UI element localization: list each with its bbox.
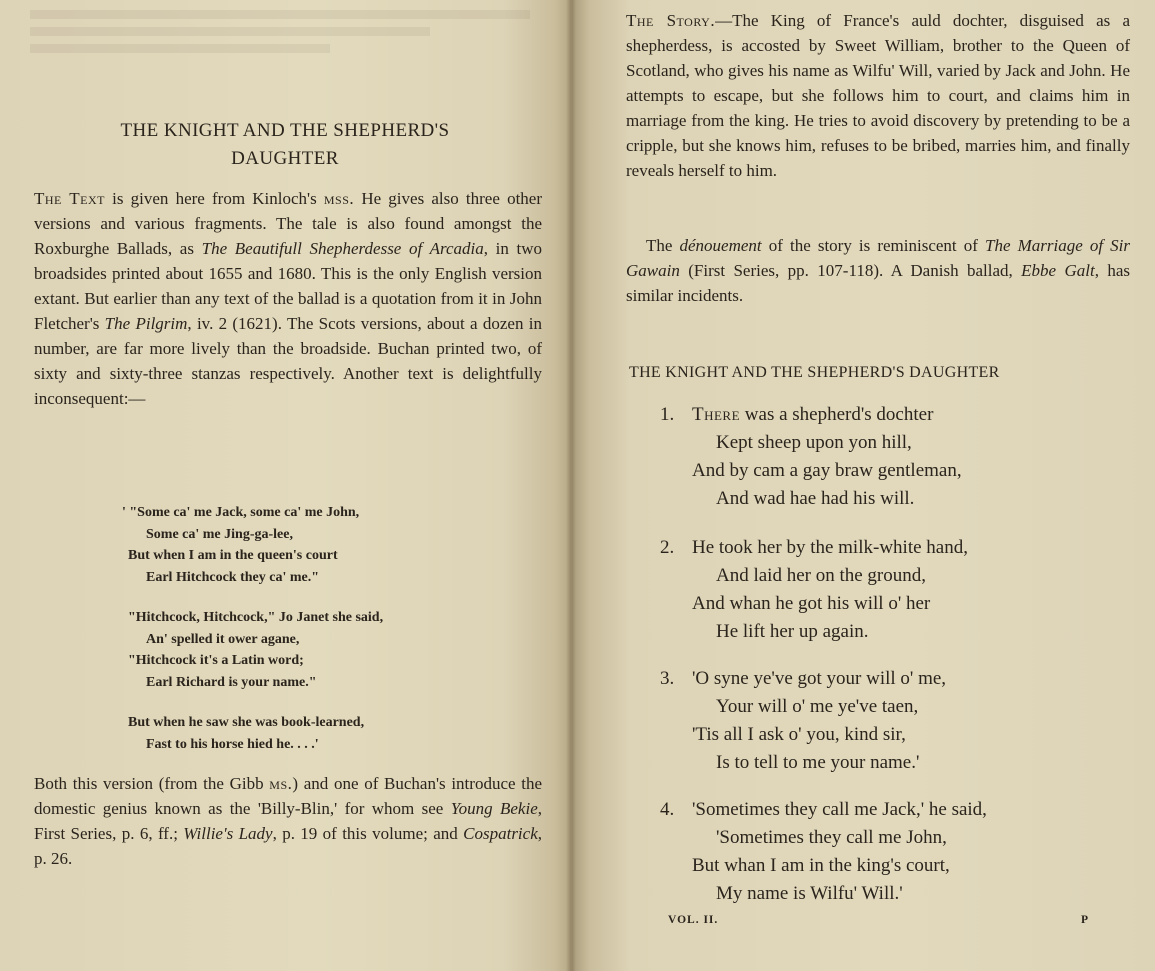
quote-line: Fast to his horse hied he. . . .': [146, 736, 319, 752]
text-run: My name is Wilfu' Will.': [716, 883, 903, 904]
stanza-1: [660, 401, 962, 513]
quote-line: Earl Hitchcock they ca' me.": [146, 569, 320, 585]
verse-line: [660, 590, 968, 618]
text-run: , p. 26.: [34, 824, 542, 868]
text-run: He lift her up again.: [716, 621, 869, 642]
quote-line: "Hitchcock, Hitchcock," Jo Janet she said,: [128, 610, 384, 625]
text-run: , has similar incidents.: [626, 261, 1130, 305]
small-caps-text: The Text: [34, 189, 105, 208]
title-line-1: THE KNIGHT AND THE SHEPHERD'S: [120, 120, 450, 141]
verse-line: [660, 721, 946, 749]
stanza-number: 3.: [660, 668, 675, 689]
verse-line: [660, 665, 946, 693]
italic-title: The Marriage of Sir Gawain: [626, 236, 1130, 280]
stanza-number: 4.: [660, 799, 675, 820]
text-run: And wad hae had his will.: [716, 488, 915, 509]
text-run: He gives also three other versions and various fragments. The tale is also found amongst the Roxburghe Ballads, as: [34, 189, 542, 258]
quote-line: But when he saw she was book-learned,: [128, 715, 365, 730]
verse-line: [660, 749, 946, 777]
stanza-4: [660, 796, 987, 908]
text-run: was a shepherd's dochter: [740, 404, 934, 425]
text-run: And by cam a gay braw gentleman,: [692, 460, 962, 481]
text-run: is given here from Kinloch's: [104, 189, 324, 208]
text-run: And laid her on the ground,: [716, 565, 927, 586]
text-run: , First Series, p. 6, ff.;: [34, 799, 543, 843]
verse-line: [660, 824, 987, 852]
verse-line: [660, 618, 968, 646]
verse-line: [660, 457, 962, 485]
text-run: 'Sometimes they call me Jack,' he said,: [692, 799, 987, 820]
small-caps-text: The Story.: [626, 11, 716, 30]
stanza-3: [660, 665, 946, 777]
quote-line: An' spelled it ower agane,: [146, 631, 300, 647]
stanza-2: [660, 534, 968, 646]
text-note-paragraph: [34, 186, 542, 411]
italic-title: Willie's Lady: [183, 824, 273, 843]
quote-stanza: [128, 712, 383, 755]
quote-line: ' "Some ca' me Jack, some ca' me John,: [122, 505, 360, 520]
text-run: (First Series, pp. 107-118). A Danish ballad,: [679, 261, 1022, 280]
verse-line: [660, 562, 968, 590]
text-run: , p. 19 of this volume; and: [272, 824, 464, 843]
quote-stanza: [122, 502, 383, 588]
text-run: The: [646, 236, 680, 255]
text-run: Kept sheep upon yon hill,: [716, 432, 912, 453]
text-run: And whan he got his will o' her: [692, 593, 931, 614]
billy-blin-paragraph: [34, 771, 542, 871]
italic-title: Young Bekie: [450, 799, 538, 818]
small-caps-text: There: [692, 404, 741, 425]
text-run: Your will o' me ye've taen,: [716, 696, 919, 717]
text-run: ) and one of Buchan's introduce the domestic genius known as the 'Billy-Blin,' for whom see: [34, 774, 542, 818]
signature-volume: VOL. II.: [668, 914, 719, 926]
verse-line: [660, 880, 987, 908]
text-run: He took her by the milk-white hand,: [692, 537, 968, 558]
italic-title: The Pilgrim: [104, 314, 188, 333]
text-run: But whan I am in the king's court,: [692, 855, 950, 876]
verse-line: [660, 796, 987, 824]
small-caps-text: mss.: [323, 189, 355, 208]
text-run: , iv. 2 (1621). The Scots versions, about a dozen in number, are far more lively than the broadside. Buchan printed two, of sixty and sixty-three stanzas respectively. Another text is delightfully inconsequent:—: [34, 314, 542, 408]
quote-line: But when I am in the queen's court: [128, 548, 338, 563]
verse-line: [660, 401, 962, 429]
signature-mark: P: [1081, 914, 1090, 926]
text-run: , in two broadsides printed about 1655 and 1680. This is the only English version extant. But earlier than any text of the ballad is a quotation from it in John Fletcher's: [34, 239, 542, 333]
denouement-paragraph: [626, 233, 1130, 308]
title-line-2: DAUGHTER: [231, 148, 339, 169]
ballad-title: [40, 117, 530, 173]
show-through-text: [30, 2, 530, 72]
italic-title: dénouement: [679, 236, 762, 255]
story-summary-paragraph: [626, 8, 1130, 183]
italic-title: Cospatrick: [463, 824, 538, 843]
verse-line: [660, 534, 968, 562]
text-run: Both this version (from the Gibb: [34, 774, 270, 793]
text-run: 'Tis all I ask o' you, kind sir,: [692, 724, 906, 745]
verse-line: [660, 429, 962, 457]
verse-line: [660, 693, 946, 721]
stanza-number: 2.: [660, 537, 675, 558]
small-caps-text: ms.: [269, 774, 293, 793]
text-run: Is to tell to me your name.': [716, 752, 920, 773]
quote-line: "Hitchcock it's a Latin word;: [128, 653, 304, 668]
verse-line: [660, 485, 962, 513]
quoted-verse: [122, 502, 384, 774]
italic-title: The Beautifull Shepherdesse of Arcadia: [201, 239, 484, 258]
book-gutter: [566, 0, 576, 971]
text-run: 'Sometimes they call me John,: [716, 827, 947, 848]
text-run: of the story is reminiscent of: [761, 236, 985, 255]
text-run: —The King of France's auld dochter, disguised as a shepherdess, is accosted by Sweet William, brother to the Queen of Scotland, who gives his name as Wilfu' Will, varied by Jack and John. He attempts to escape, but she follows him to court, and claims him in marriage from the king. He tries to avoid discovery by pretending to be a cripple, but she knows him, refuses to be bribed, marries him, and finally reveals herself to him.: [626, 11, 1131, 180]
italic-title: Ebbe Galt: [1021, 261, 1095, 280]
ballad-subheading: THE KNIGHT AND THE SHEPHERD'S DAUGHTER: [629, 364, 1000, 381]
quote-stanza: [128, 607, 383, 693]
stanza-number: 1.: [660, 404, 675, 425]
text-run: 'O syne ye've got your will o' me,: [692, 668, 947, 689]
quote-line: Earl Richard is your name.": [146, 674, 317, 690]
quote-line: Some ca' me Jing-ga-lee,: [146, 526, 293, 542]
verse-line: [660, 852, 987, 880]
